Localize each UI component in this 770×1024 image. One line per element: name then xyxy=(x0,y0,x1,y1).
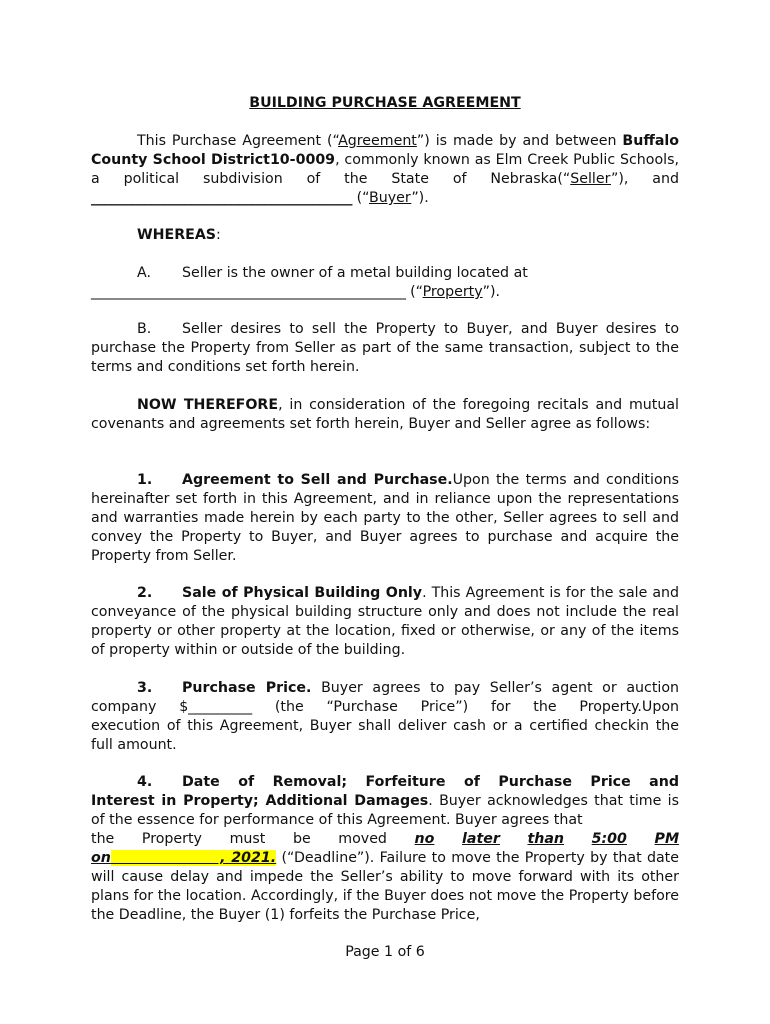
section-3-heading: Purchase Price. xyxy=(182,680,312,696)
party-name: Buffalo County School District10-0009 xyxy=(91,133,679,168)
section-1: 1. Agreement to Sell and Purchase.Upon the terms and conditions hereinafter set forth in this Agreement, and in reliance upon the representations and warranties made herein by each party to the other, Seller agrees to sell and convey the Property to Buyer, and Buyer agrees to purchase and acquire the Property from Seller. xyxy=(91,472,680,564)
section-2-heading: Sale of Physical Building Only xyxy=(182,585,423,601)
property-term: Property xyxy=(422,284,483,300)
purchase-price-line: company $_________ (the “Purchase Price”) for the Property.Upon xyxy=(91,699,679,715)
deadline-date-line: on , 2021. (“Deadline”). Failure to move the Property xyxy=(91,850,585,866)
recital-b: B. Seller desires to sell the Property to Buyer, and Buyer desires to purchase the Property from Seller as part of the same transaction, subject to the terms and conditions set forth herein. xyxy=(91,321,679,375)
section-2: 2. Sale of Physical Building Only. This Agreement is for the sale and conveyance of the physical building structure only and does not include the real property or other property at the location, fixed or otherwise, or any of the items of property within or outside of the building. xyxy=(91,585,680,658)
deadline-line: the Property must be moved no later than 5:00 PM xyxy=(91,831,680,847)
agreement-term: Agreement xyxy=(338,133,417,149)
buyer-name-blank: _______________________________________ xyxy=(91,190,353,206)
seller-term: Seller xyxy=(570,171,611,187)
section-4: 4. Date of Removal; Forfeiture of Purchase Price and Interest in Property; Additional Damages. Buyer acknowledges that time is of the essence for performance of this Agreement. Buyer agrees that the Property must be moved no later than 5:00 PM on , 2021. (“Deadline”). Failure to move the Property by that date will cause delay and impede the Seller’s ability to move forward with its other plans for the location. Accordingly, if the Buyer does not move the Property before the Deadline, the Buyer (1) forfeits the Purchase Price, xyxy=(91,774,680,923)
whereas-heading: WHEREAS: xyxy=(137,227,221,243)
section-3: 3. Purchase Price. Buyer agrees to pay Seller’s agent or auction company $_________ (the “Purchase Price”) for the Property.Upon execution of this Agreement, Buyer shall deliver cash or a certified checkin the full amount. xyxy=(91,680,679,753)
section-4-heading: Date of Removal; Forfeiture of Purchase Price and xyxy=(182,774,679,790)
deadline-date-blank: , 2021. xyxy=(110,850,277,866)
recital-a: A. Seller is the owner of a metal building located at _______________________________________________ (“Property”). xyxy=(91,265,528,300)
buyer-term: Buyer xyxy=(369,190,412,206)
document-title: BUILDING PURCHASE AGREEMENT xyxy=(249,95,521,111)
page-number: Page 1 of 6 xyxy=(345,944,425,960)
recital-a-label: A. xyxy=(137,265,151,281)
intro-paragraph: This Purchase Agreement (“Agreement”) is made by and between Buffalo County School District10-0009, commonly known as Elm Creek Public Schools, a political subdivision of the State of Nebraska(“Seller”), and _______________________________________ (“Buyer”). xyxy=(91,133,680,206)
now-therefore-paragraph: NOW THEREFORE, in consideration of the foregoing recitals and mutual covenants and agreements set forth herein, Buyer and Seller agree as follows: xyxy=(91,397,679,432)
section-1-heading: Agreement to Sell and Purchase. xyxy=(182,472,453,488)
property-location-blank: _______________________________________________ xyxy=(91,284,406,300)
